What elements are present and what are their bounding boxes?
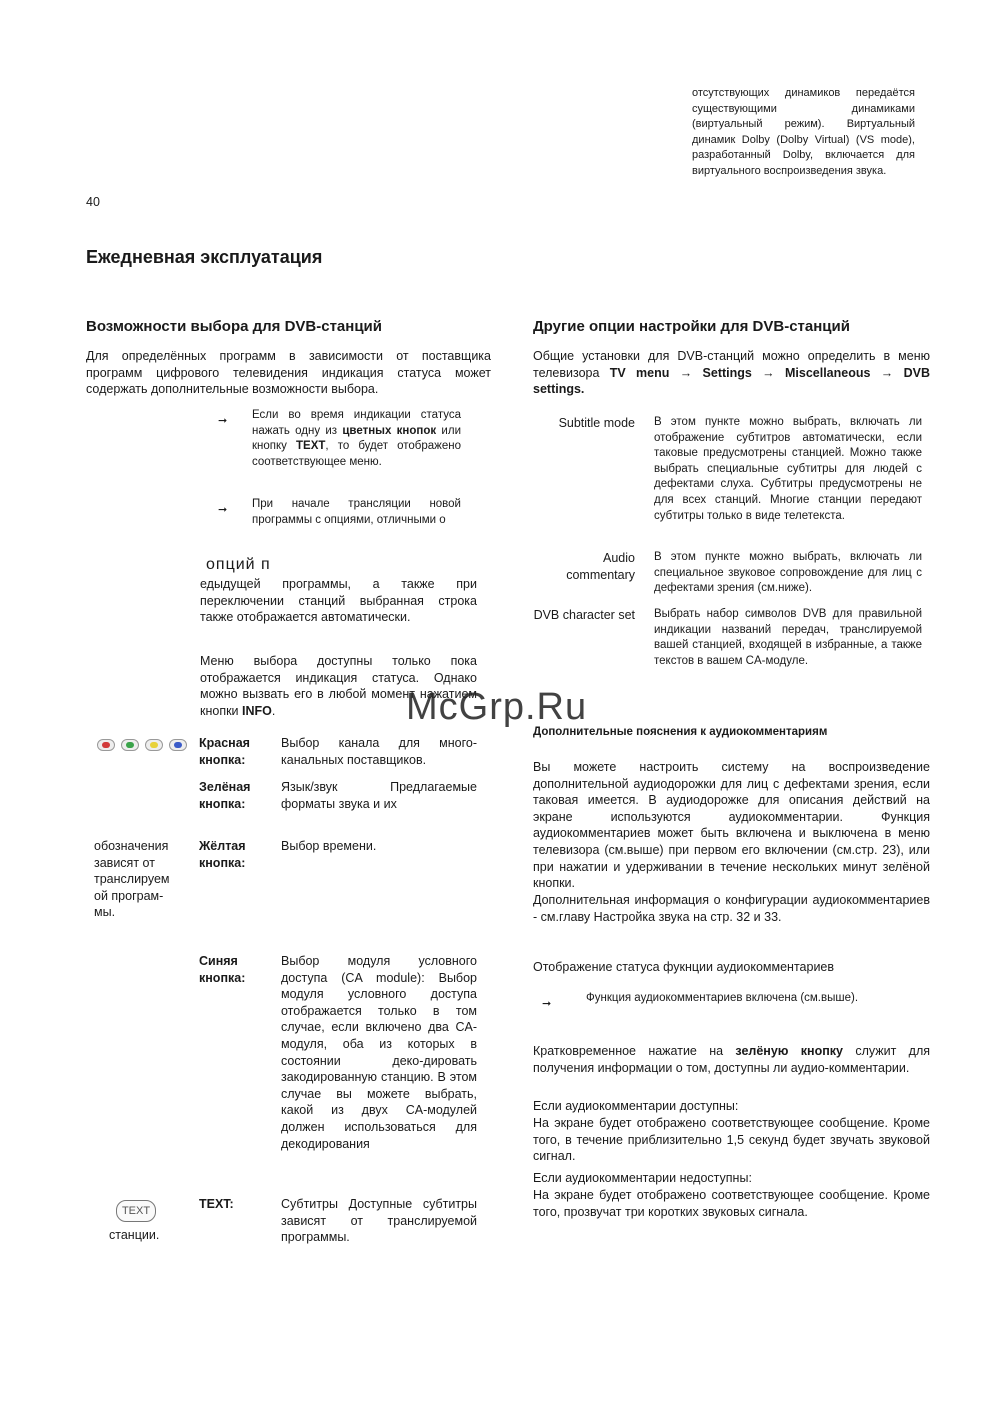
red-button-icon [97,739,115,751]
side-note-stations: станции. [109,1228,160,1242]
page-title: Ежедневная эксплуатация [86,247,323,267]
status-title: Отображение статуса фукнции аудиокомментариев [533,960,835,974]
available-text: На экране будет отображено соответствующее сообщение. Кроме того, в течение приблизительно 1,5 секунд будет звучать звуковой сигнал. [533,1116,930,1164]
green-button-icon [121,739,139,751]
bullet-arrow-icon: ➞ [218,415,228,427]
red-button-desc: Выбор канала для много-канальных поставщиков. [281,736,477,767]
option-desc-charset: Выбрать набор символов DVB для правильной индикации названий передач, транслируемой вашей станцией, входящей в избранные, а также текстов в вашем CA-модуле. [654,608,922,667]
blue-button-desc: Выбор модуля условного доступа (CA module): Выбор модуля условного доступа отображается только в том случае, если включено два CA-модуля, оба из которых в состоянии деко-дировать закодированную станцию. В этом случае вы можете выбрать, какой из двух CA-модулей должен использоваться для декодирования [281,954,477,1151]
yellow-button-desc: Выбор времени. [281,839,377,853]
yellow-button-icon [145,739,163,751]
option-label-charset: DVB character set [533,608,635,622]
status-bullet: Функция аудиокомментариев включена (см.выше). [586,992,859,1004]
menu-info-paragraph: Меню выбора доступны только пока отображается индикация статуса. Однако можно вызвать его в любой момент нажатием кнопки INFO. [200,654,477,718]
audio-commentary-paragraph: Вы можете настроить систему на воспроизведение дополнительной аудиодорожки для лиц с дефектами зрения, если таковая имеется. В аудиодорожке для описания действий на экране используются аудиокомментарии. Функция аудиокомментариев может быть включена и выключена в меню телевизора (см.выше) при первом его включении (см.стр. 23), или при нажатии и удерживании в течение нескольких минут зелёной кнопки. [533,760,930,891]
bullet-colour-keys: Если во время индикации статуса нажать одну из цветных кнопок или кнопку TEXT, то будет отображено соответствующее меню. [252,409,461,468]
left-intro-paragraph: Для определённых программ в зависимости от поставщика программ цифрового телевидения индикация статуса может содержать дополнительные возможности выбора. [86,349,491,397]
right-section-heading: Другие опции настройки для DVB-станций [533,318,850,335]
option-label-subtitle: Subtitle mode [558,416,635,430]
text-fragment: опций п [206,556,271,573]
text-button-icon: TEXT [116,1200,156,1222]
bullet-new-programme: При начале трансляции новой программы с опциями, отличными о [252,498,461,526]
option-desc-audio-commentary: В этом пункте можно выбрать, включать ли специальное звуковое сопровождение для лиц с дефектами зрения (см.ниже). [654,551,922,595]
option-label-audio-commentary: Audio commentary [566,551,635,582]
left-section-heading: Возможности выбора для DVB-станций [86,318,383,335]
unavailable-text: На экране будет отображено соответствующее сообщение. Кроме того, прозвучат три коротких звуковых сигнала. [533,1188,930,1219]
green-button-label: Зелёная кнопка: [199,780,251,811]
text-button-label: TEXT: [199,1197,234,1211]
top-continuation-text: отсутствующих динамиков передаётся существующими динамиками (виртуальный режим). Виртуальный динамик Dolby (Dolby Virtual) (VS mode), разработанный Dolby, включается для виртуального воспроизведения звука. [692,87,915,177]
colour-buttons-icon [97,738,193,756]
bullet-arrow-icon: ➞ [218,504,228,516]
audio-commentary-subheading: Дополнительные пояснения к аудиокомментариям [533,726,828,738]
unavailable-title: Если аудиокомментарии недоступны: [533,1171,752,1185]
continuation-paragraph: едыдущей программы, а также при переключении станций выбранная строка также отображается автоматически. [200,577,477,625]
blue-button-icon [169,739,187,751]
yellow-button-label: Жёлтая кнопка: [199,839,246,870]
text-button-desc: Субтитры Доступные субтитры зависят от транслируемой программы. [281,1197,477,1245]
option-desc-subtitle: В этом пункте можно выбрать, включать ли отображение субтитров автоматически, если таковые предусмотрены станцией. Можно также выбрать специальные субтитры для людей с дефектами слуха. Субтитры предусмотрены не для всех станций. Многие станции передают субтитры только в виде телетекста. [654,416,922,522]
right-intro-paragraph: Общие установки для DVB-станций можно определить в меню телевизора TV menu → Settings → Miscellaneous → DVB settings. [533,349,930,397]
green-button-desc: Язык/звук Предлагаемые форматы звука и их [281,780,477,811]
available-title: Если аудиокомментарии доступны: [533,1099,739,1113]
red-button-label: Красная кнопка: [199,736,250,767]
page-number: 40 [86,195,100,209]
green-key-paragraph: Кратковременное нажатие на зелёную кнопку служит для получения информации о том, доступны ли аудио-комментарии. [533,1044,931,1075]
blue-button-label: Синяя кнопка: [199,954,246,985]
audio-config-paragraph: Дополнительная информация о конфигурации аудиокомментариев - см.главу Настройка звука на стр. 32 и 33. [533,893,930,924]
watermark: McGrp.Ru [406,686,588,728]
side-note: обозначения зависят от транслируем ой програм- мы. [94,839,170,920]
bullet-arrow-icon: ➞ [542,998,552,1010]
